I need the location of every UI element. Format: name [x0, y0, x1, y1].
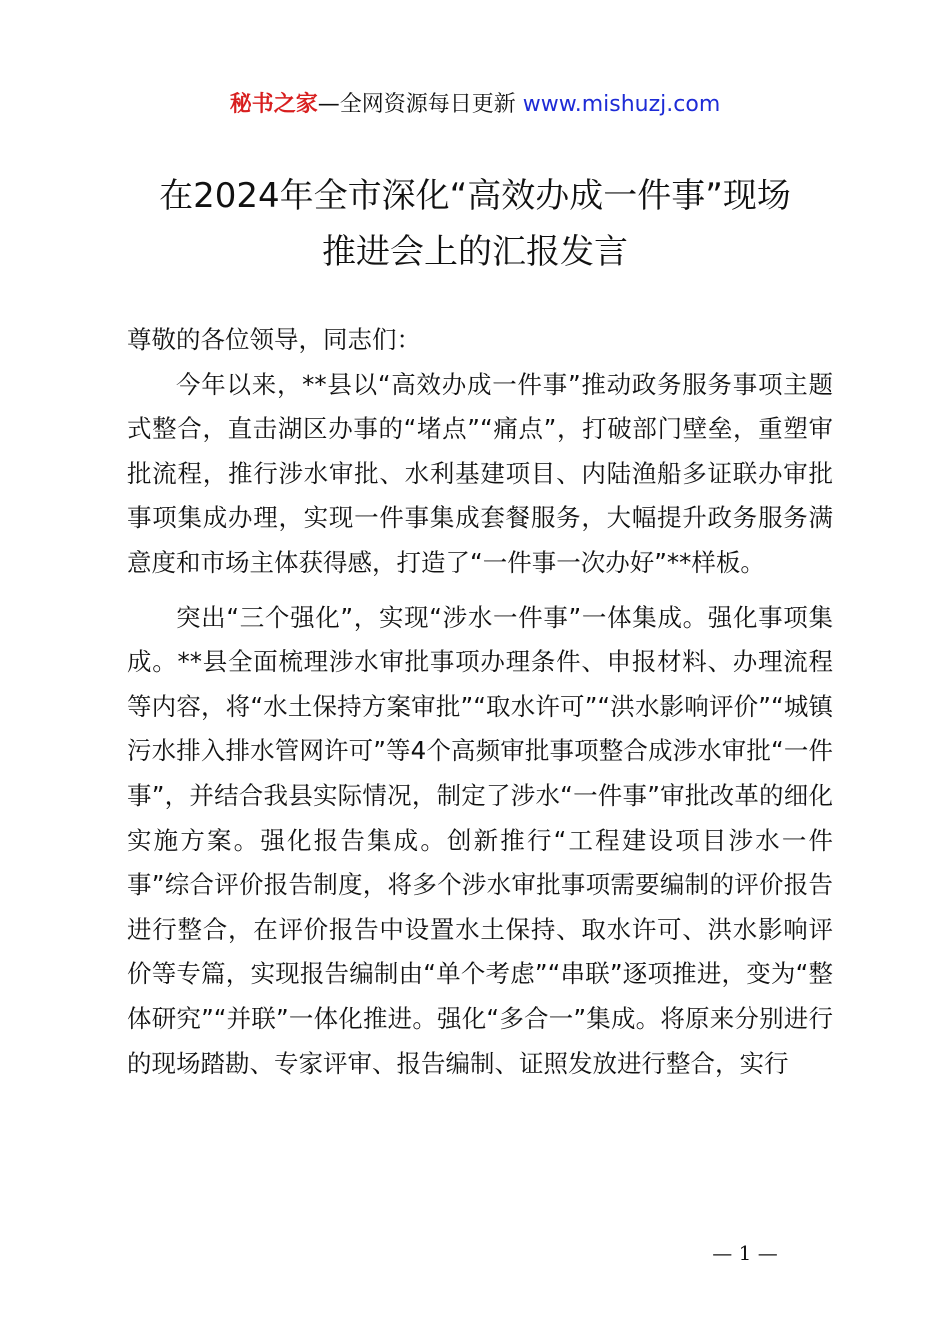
banner-url-link[interactable]: www.mishuzj.com: [522, 92, 721, 117]
page-number: — 1 —: [712, 1241, 778, 1265]
document-body: [127, 318, 833, 1086]
banner-slogan: —全网资源每日更新: [317, 92, 523, 117]
title-line-1: 在2024年全市深化“高效办成一件事”现场: [159, 176, 791, 216]
paragraph-three-strengthens: 突出“三个强化”，实现“涉水一件事”一体集成。强化事项集成。**县全面梳理涉水审批事项办理条件、申报材料、办理流程等内容，将“水土保持方案审批”“取水许可”“洪水影响评价”“城镇污水排入排水管网许可”等4个高频审批事项整合成涉水审批“一件事”，并结合我县实际情况，制定了涉水“一件事”审批改革的细化实施方案。强化报告集成。创新推行“工程建设项目涉水一件事”综合评价报告制度，将多个涉水审批事项需要编制的评价报告进行整合，在评价报告中设置水土保持、取水许可、洪水影响评价等专篇，实现报告编制由“单个考虑”“串联”逐项推进，变为“整体研究”“并联”一体化推进。强化“多合一”集成。将原来分别进行的现场踏勘、专家评审、报告编制、证照发放进行整合，实行: [127, 602, 833, 1078]
site-banner: [0, 88, 950, 122]
salutation: 尊敬的各位领导，同志们：: [127, 325, 421, 354]
brand-name: 秘书之家: [229, 92, 318, 117]
document-title: [60, 168, 890, 280]
title-line-2: 推进会上的汇报发言: [322, 232, 628, 272]
paragraph-intro: 今年以来，**县以“高效办成一件事”推动政务服务事项主题式整合，直击湖区办事的“堵点”“痛点”，打破部门壁垒，重塑审批流程，推行涉水审批、水利基建项目、内陆渔船多证联办审批事项集成办理，实现一件事集成套餐服务，大幅提升政务服务满意度和市场主体获得感，打造了“一件事一次办好”**样板。: [127, 369, 833, 577]
